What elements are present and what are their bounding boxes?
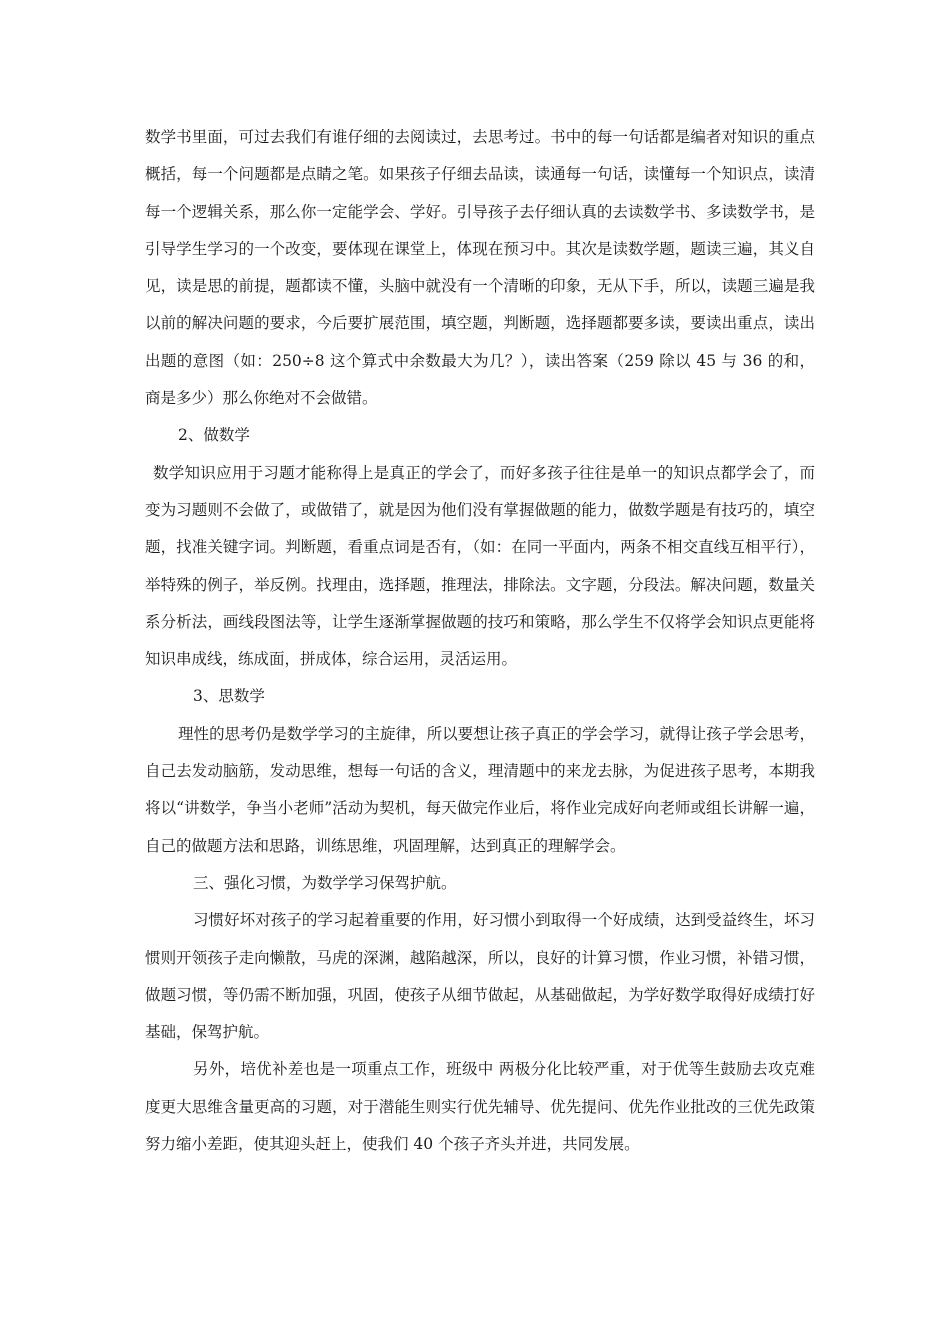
heading-do-math: 2、做数学 [178, 426, 250, 445]
paragraph-habits: 习惯好坏对孩子的学习起着重要的作用，好习惯小到取得一个好成绩，达到受益终生，坏习惯则开领孩子走向懒散，马虎的深渊，越陷越深，所以，良好的计算习惯，作业习惯，补错习惯，做题习惯，等仍需不断加强，巩固，使孩子从细节做起，从基础做起，为学好数学取得好成绩打好基础，保驾护航。 [145, 911, 815, 1042]
document-body [145, 119, 815, 1163]
paragraph-tutoring: 另外，培优补差也是一项重点工作，班级中 两极分化比较严重，对于优等生鼓励去攻克难度更大思维含量更高的习题，对于潜能生则实行优先辅导、优先提问、优先作业批改的三优先政策努力缩小差距，使其迎头赶上，使我们 40 个孩子齐头并进，共同发展。 [145, 1060, 815, 1154]
paragraph-reading-math: 数学书里面，可过去我们有谁仔细的去阅读过，去思考过。书中的每一句话都是编者对知识的重点概括，每一个问题都是点睛之笔。如果孩子仔细去品读，读通每一句话，读懂每一个知识点，读清每一个逻辑关系，那么你一定能学会、学好。引导孩子去仔细认真的去读数学书、多读数学书，是引导学生学习的一个改变，要体现在课堂上，体现在预习中。其次是读数学题，题读三遍，其义自见，读是思的前提，题都读不懂，头脑中就没有一个清晰的印象，无从下手，所以，读题三遍是我以前的解决问题的要求，今后要扩展范围，填空题，判断题，选择题都要多读，要读出重点，读出出题的意图（如：250÷8 这个算式中余数最大为几？），读出答案（259 除以 45 与 36 的和，商是多少）那么你绝对不会做错。 [145, 128, 815, 408]
section-heading-habits: 三、强化习惯，为数学学习保驾护航。 [193, 873, 457, 892]
paragraph-think-math: 理性的思考仍是数学学习的主旋律，所以要想让孩子真正的学会学习，就得让孩子学会思考，自己去发动脑筋，发动思维，想每一句话的含义，理清题中的来龙去脉，为促进孩子思考，本期我将以“讲数学，争当小老师”活动为契机，每天做完作业后，将作业完成好向老师或组长讲解一遍，自己的做题方法和思路，训练思维，巩固理解，达到真正的理解学会。 [145, 724, 815, 855]
paragraph-do-math: 数学知识应用于习题才能称得上是真正的学会了，而好多孩子往往是单一的知识点都学会了，而变为习题则不会做了，或做错了，就是因为他们没有掌握做题的能力，做数学题是有技巧的，填空题，找准关键字词。判断题，看重点词是否有，（如：在同一平面内，两条不相交直线互相平行），举特殊的例子，举反例。找理由，选择题，推理法，排除法。文字题，分段法。解决问题，数量关系分析法，画线段图法等，让学生逐渐掌握做题的技巧和策略，那么学生不仅将学会知识点更能将知识串成线，练成面，拼成体，综合运用，灵活运用。 [145, 463, 815, 669]
heading-think-math: 3、思数学 [193, 687, 265, 706]
